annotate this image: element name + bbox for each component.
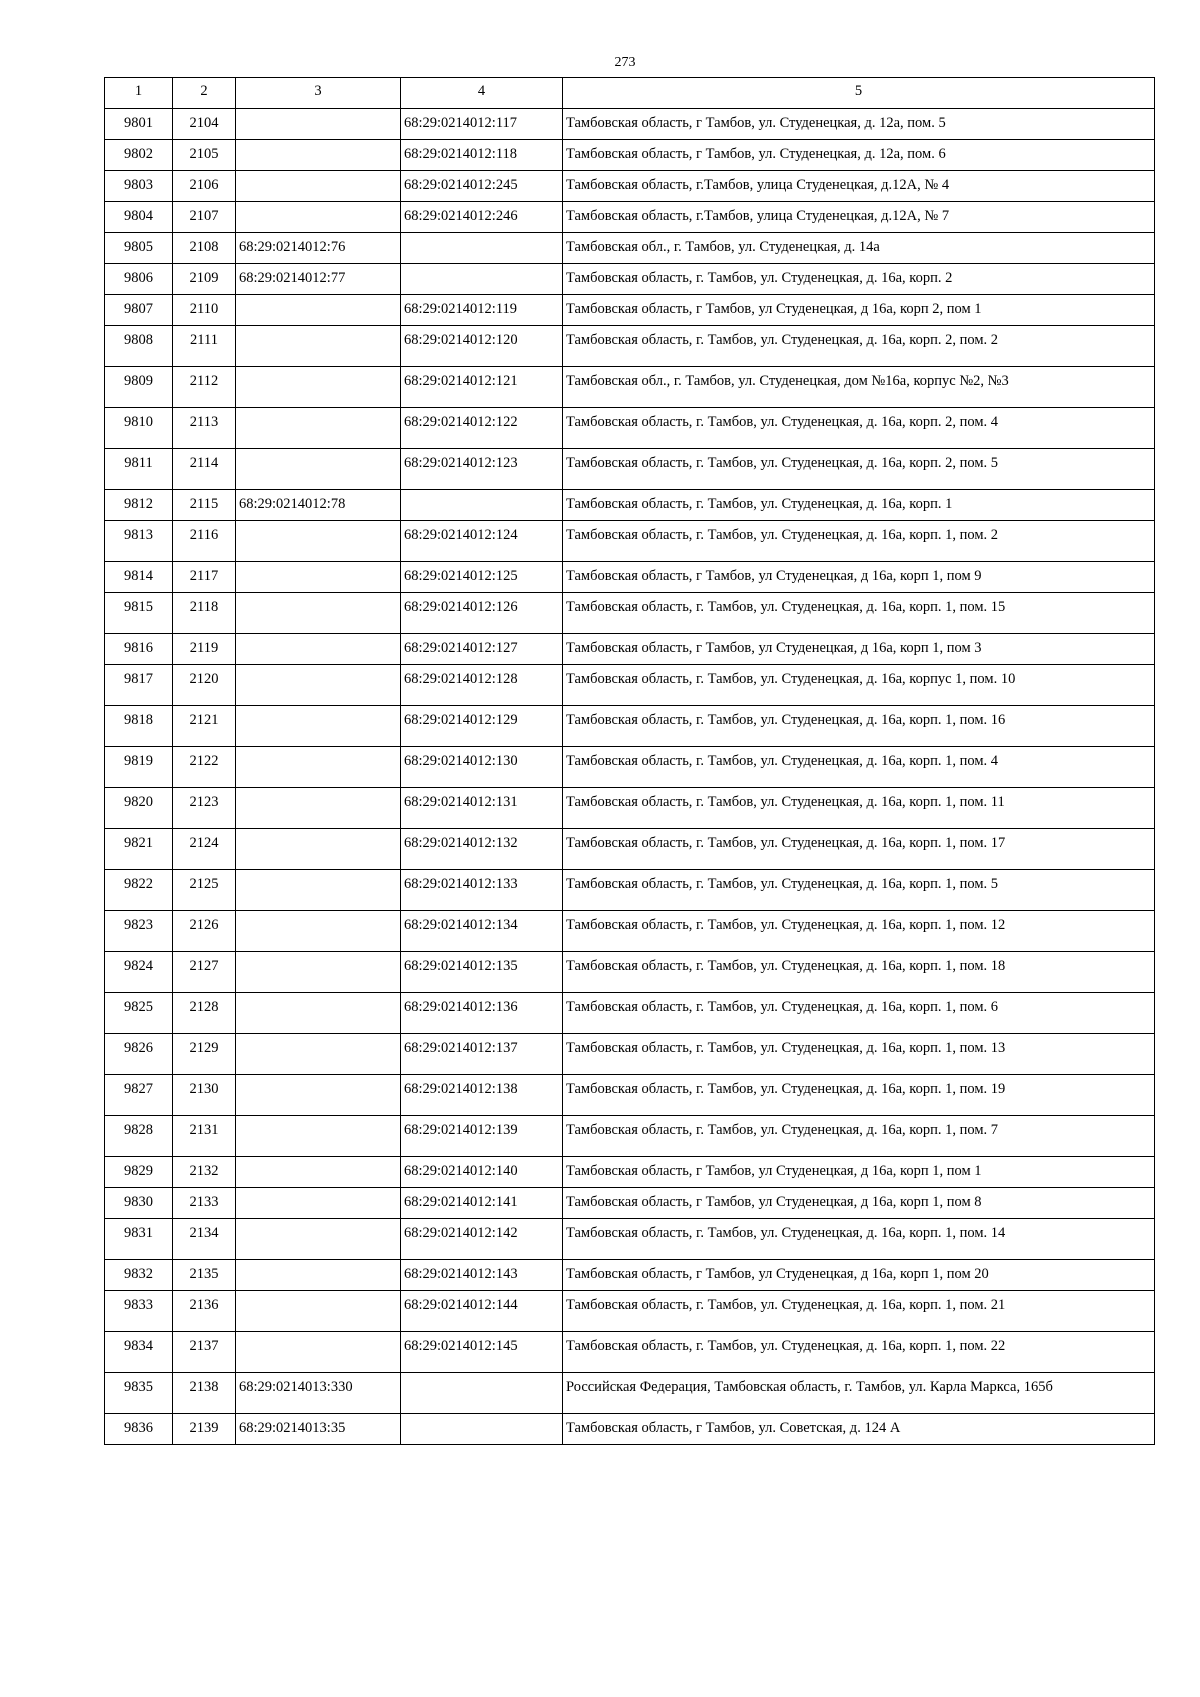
cell-address: Тамбовская область, г. Тамбов, ул. Студенецкая, д. 16а, корп. 2, пом. 4	[563, 408, 1155, 449]
cell-cadastral-premises: 68:29:0214012:132	[401, 829, 563, 870]
cell-cadastral-building	[236, 1157, 401, 1188]
cell-registry-number: 9805	[105, 233, 173, 264]
cell-cadastral-premises: 68:29:0214012:135	[401, 952, 563, 993]
cell-address: Тамбовская область, г. Тамбов, ул. Студенецкая, д. 16а, корп. 1, пом. 12	[563, 911, 1155, 952]
cell-address: Тамбовская область, г.Тамбов, улица Студенецкая, д.12А, № 4	[563, 171, 1155, 202]
cell-item-number: 2105	[173, 140, 236, 171]
table-row	[105, 233, 1155, 264]
cell-address: Российская Федерация, Тамбовская область, г. Тамбов, ул. Карла Маркса, 165б	[563, 1373, 1155, 1414]
cell-cadastral-premises: 68:29:0214012:142	[401, 1219, 563, 1260]
cell-address: Тамбовская область, г. Тамбов, ул. Студенецкая, д. 16а, корп. 1, пом. 16	[563, 706, 1155, 747]
cell-cadastral-building	[236, 747, 401, 788]
cell-item-number: 2129	[173, 1034, 236, 1075]
page-number: 273	[614, 55, 636, 70]
cell-cadastral-building	[236, 593, 401, 634]
cell-registry-number: 9821	[105, 829, 173, 870]
cell-registry-number: 9801	[105, 109, 173, 140]
cell-registry-number: 9812	[105, 490, 173, 521]
cell-address: Тамбовская область, г. Тамбов, ул. Студенецкая, д. 16а, корп. 1, пом. 5	[563, 870, 1155, 911]
registry-table	[104, 77, 1155, 1445]
table-row	[105, 829, 1155, 870]
cell-item-number: 2139	[173, 1414, 236, 1445]
cell-address: Тамбовская область, г Тамбов, ул Студенецкая, д 16а, корп 2, пом 1	[563, 295, 1155, 326]
cell-registry-number: 9824	[105, 952, 173, 993]
cell-item-number: 2124	[173, 829, 236, 870]
cell-cadastral-premises: 68:29:0214012:126	[401, 593, 563, 634]
cell-address: Тамбовская область, г. Тамбов, ул. Студенецкая, д. 16а, корп. 1, пом. 21	[563, 1291, 1155, 1332]
cell-address: Тамбовская область, г Тамбов, ул. Студенецкая, д. 12а, пом. 6	[563, 140, 1155, 171]
cell-registry-number: 9808	[105, 326, 173, 367]
cell-cadastral-building	[236, 140, 401, 171]
table-row	[105, 1219, 1155, 1260]
cell-item-number: 2120	[173, 665, 236, 706]
cell-address: Тамбовская область, г. Тамбов, ул. Студенецкая, д. 16а, корп. 1, пом. 19	[563, 1075, 1155, 1116]
cell-address: Тамбовская область, г. Тамбов, ул. Студенецкая, д. 16а, корп. 1, пом. 6	[563, 993, 1155, 1034]
cell-cadastral-building	[236, 449, 401, 490]
cell-cadastral-building: 68:29:0214012:76	[236, 233, 401, 264]
cell-address: Тамбовская область, г Тамбов, ул Студенецкая, д 16а, корп 1, пом 8	[563, 1188, 1155, 1219]
cell-address: Тамбовская область, г.Тамбов, улица Студенецкая, д.12А, № 7	[563, 202, 1155, 233]
cell-cadastral-premises: 68:29:0214012:120	[401, 326, 563, 367]
cell-cadastral-building	[236, 171, 401, 202]
cell-address: Тамбовская область, г Тамбов, ул Студенецкая, д 16а, корп 1, пом 1	[563, 1157, 1155, 1188]
table-row	[105, 952, 1155, 993]
cell-registry-number: 9831	[105, 1219, 173, 1260]
cell-address: Тамбовская область, г. Тамбов, ул. Студенецкая, д. 16а, корп. 1	[563, 490, 1155, 521]
cell-item-number: 2132	[173, 1157, 236, 1188]
table-header	[105, 78, 1155, 109]
cell-cadastral-building: 68:29:0214012:78	[236, 490, 401, 521]
cell-item-number: 2107	[173, 202, 236, 233]
column-header: 3	[236, 78, 401, 109]
cell-cadastral-building	[236, 408, 401, 449]
table-row	[105, 593, 1155, 634]
cell-item-number: 2128	[173, 993, 236, 1034]
cell-address: Тамбовская область, г. Тамбов, ул. Студенецкая, д. 16а, корп. 2	[563, 264, 1155, 295]
table-row	[105, 1116, 1155, 1157]
cell-cadastral-building	[236, 870, 401, 911]
table-row	[105, 1034, 1155, 1075]
cell-cadastral-premises: 68:29:0214012:124	[401, 521, 563, 562]
table-row	[105, 1291, 1155, 1332]
cell-registry-number: 9802	[105, 140, 173, 171]
cell-cadastral-building	[236, 202, 401, 233]
cell-registry-number: 9828	[105, 1116, 173, 1157]
cell-address: Тамбовская область, г. Тамбов, ул. Студенецкая, д. 16а, корп. 1, пом. 13	[563, 1034, 1155, 1075]
cell-registry-number: 9822	[105, 870, 173, 911]
cell-cadastral-building	[236, 993, 401, 1034]
cell-registry-number: 9836	[105, 1414, 173, 1445]
cell-item-number: 2114	[173, 449, 236, 490]
table-row	[105, 408, 1155, 449]
cell-registry-number: 9813	[105, 521, 173, 562]
cell-address: Тамбовская область, г Тамбов, ул Студенецкая, д 16а, корп 1, пом 3	[563, 634, 1155, 665]
column-header: 4	[401, 78, 563, 109]
cell-registry-number: 9835	[105, 1373, 173, 1414]
cell-cadastral-premises: 68:29:0214012:143	[401, 1260, 563, 1291]
cell-cadastral-building	[236, 1260, 401, 1291]
cell-registry-number: 9811	[105, 449, 173, 490]
table-row	[105, 109, 1155, 140]
cell-registry-number: 9827	[105, 1075, 173, 1116]
cell-item-number: 2111	[173, 326, 236, 367]
table-row	[105, 202, 1155, 233]
cell-cadastral-premises: 68:29:0214012:128	[401, 665, 563, 706]
cell-address: Тамбовская область, г. Тамбов, ул. Студенецкая, д. 16а, корпус 1, пом. 10	[563, 665, 1155, 706]
table-row	[105, 911, 1155, 952]
cell-cadastral-building	[236, 829, 401, 870]
cell-registry-number: 9830	[105, 1188, 173, 1219]
cell-cadastral-premises: 68:29:0214012:131	[401, 788, 563, 829]
cell-cadastral-premises	[401, 1373, 563, 1414]
cell-cadastral-premises: 68:29:0214012:144	[401, 1291, 563, 1332]
cell-cadastral-premises	[401, 490, 563, 521]
cell-cadastral-premises: 68:29:0214012:119	[401, 295, 563, 326]
table-row	[105, 490, 1155, 521]
table-row	[105, 1373, 1155, 1414]
cell-registry-number: 9804	[105, 202, 173, 233]
cell-cadastral-building	[236, 634, 401, 665]
cell-address: Тамбовская область, г. Тамбов, ул. Студенецкая, д. 16а, корп. 1, пом. 18	[563, 952, 1155, 993]
cell-registry-number: 9807	[105, 295, 173, 326]
cell-item-number: 2113	[173, 408, 236, 449]
cell-cadastral-building	[236, 1116, 401, 1157]
cell-registry-number: 9818	[105, 706, 173, 747]
cell-cadastral-premises: 68:29:0214012:127	[401, 634, 563, 665]
cell-cadastral-building	[236, 1034, 401, 1075]
table-row	[105, 1075, 1155, 1116]
cell-address: Тамбовская обл., г. Тамбов, ул. Студенецкая, дом №16а, корпус №2, №3	[563, 367, 1155, 408]
cell-cadastral-premises: 68:29:0214012:133	[401, 870, 563, 911]
cell-item-number: 2136	[173, 1291, 236, 1332]
cell-cadastral-building	[236, 788, 401, 829]
cell-item-number: 2138	[173, 1373, 236, 1414]
cell-cadastral-premises: 68:29:0214012:246	[401, 202, 563, 233]
cell-registry-number: 9826	[105, 1034, 173, 1075]
cell-cadastral-building	[236, 1188, 401, 1219]
cell-cadastral-building	[236, 706, 401, 747]
column-header: 1	[105, 78, 173, 109]
column-header: 2	[173, 78, 236, 109]
cell-registry-number: 9825	[105, 993, 173, 1034]
cell-registry-number: 9817	[105, 665, 173, 706]
cell-cadastral-building	[236, 521, 401, 562]
table-row	[105, 326, 1155, 367]
cell-item-number: 2116	[173, 521, 236, 562]
cell-registry-number: 9823	[105, 911, 173, 952]
cell-cadastral-premises: 68:29:0214012:140	[401, 1157, 563, 1188]
table-body	[105, 109, 1155, 1445]
cell-cadastral-premises: 68:29:0214012:121	[401, 367, 563, 408]
cell-registry-number: 9819	[105, 747, 173, 788]
cell-registry-number: 9814	[105, 562, 173, 593]
cell-cadastral-premises: 68:29:0214012:136	[401, 993, 563, 1034]
table-row	[105, 1260, 1155, 1291]
table-row	[105, 140, 1155, 171]
cell-item-number: 2133	[173, 1188, 236, 1219]
cell-registry-number: 9815	[105, 593, 173, 634]
cell-address: Тамбовская область, г. Тамбов, ул. Студенецкая, д. 16а, корп. 1, пом. 15	[563, 593, 1155, 634]
cell-cadastral-building	[236, 1219, 401, 1260]
cell-item-number: 2104	[173, 109, 236, 140]
cell-item-number: 2126	[173, 911, 236, 952]
cell-address: Тамбовская область, г Тамбов, ул Студенецкая, д 16а, корп 1, пом 20	[563, 1260, 1155, 1291]
cell-item-number: 2121	[173, 706, 236, 747]
cell-item-number: 2135	[173, 1260, 236, 1291]
table-row	[105, 634, 1155, 665]
cell-item-number: 2127	[173, 952, 236, 993]
table-row	[105, 521, 1155, 562]
table-row	[105, 788, 1155, 829]
cell-cadastral-building: 68:29:0214013:35	[236, 1414, 401, 1445]
cell-cadastral-premises: 68:29:0214012:117	[401, 109, 563, 140]
cell-registry-number: 9806	[105, 264, 173, 295]
cell-cadastral-premises: 68:29:0214012:122	[401, 408, 563, 449]
cell-registry-number: 9803	[105, 171, 173, 202]
table-row	[105, 367, 1155, 408]
cell-cadastral-premises: 68:29:0214012:145	[401, 1332, 563, 1373]
cell-cadastral-building	[236, 367, 401, 408]
cell-registry-number: 9834	[105, 1332, 173, 1373]
cell-cadastral-building	[236, 326, 401, 367]
table-row	[105, 706, 1155, 747]
cell-item-number: 2134	[173, 1219, 236, 1260]
cell-cadastral-premises: 68:29:0214012:134	[401, 911, 563, 952]
column-header: 5	[563, 78, 1155, 109]
cell-address: Тамбовская область, г. Тамбов, ул. Студенецкая, д. 16а, корп. 2, пом. 5	[563, 449, 1155, 490]
table-row	[105, 295, 1155, 326]
cell-registry-number: 9829	[105, 1157, 173, 1188]
cell-item-number: 2112	[173, 367, 236, 408]
table-row	[105, 870, 1155, 911]
cell-cadastral-premises: 68:29:0214012:118	[401, 140, 563, 171]
cell-item-number: 2117	[173, 562, 236, 593]
cell-item-number: 2131	[173, 1116, 236, 1157]
cell-cadastral-premises	[401, 264, 563, 295]
table-row	[105, 665, 1155, 706]
cell-cadastral-premises: 68:29:0214012:125	[401, 562, 563, 593]
table-row	[105, 993, 1155, 1034]
cell-item-number: 2118	[173, 593, 236, 634]
cell-address: Тамбовская область, г Тамбов, ул. Студенецкая, д. 12а, пом. 5	[563, 109, 1155, 140]
cell-address: Тамбовская область, г. Тамбов, ул. Студенецкая, д. 16а, корп. 1, пом. 7	[563, 1116, 1155, 1157]
cell-cadastral-building	[236, 1075, 401, 1116]
table-row	[105, 1414, 1155, 1445]
cell-address: Тамбовская область, г. Тамбов, ул. Студенецкая, д. 16а, корп. 1, пом. 17	[563, 829, 1155, 870]
cell-item-number: 2125	[173, 870, 236, 911]
cell-item-number: 2123	[173, 788, 236, 829]
cell-cadastral-building	[236, 562, 401, 593]
table-row	[105, 171, 1155, 202]
cell-address: Тамбовская область, г. Тамбов, ул. Студенецкая, д. 16а, корп. 1, пом. 14	[563, 1219, 1155, 1260]
cell-address: Тамбовская область, г Тамбов, ул. Советская, д. 124 А	[563, 1414, 1155, 1445]
cell-registry-number: 9832	[105, 1260, 173, 1291]
cell-cadastral-premises: 68:29:0214012:137	[401, 1034, 563, 1075]
table-row	[105, 1157, 1155, 1188]
cell-address: Тамбовская область, г. Тамбов, ул. Студенецкая, д. 16а, корп. 1, пом. 4	[563, 747, 1155, 788]
cell-cadastral-building	[236, 952, 401, 993]
cell-cadastral-building	[236, 295, 401, 326]
cell-address: Тамбовская область, г. Тамбов, ул. Студенецкая, д. 16а, корп. 2, пом. 2	[563, 326, 1155, 367]
cell-cadastral-building	[236, 1332, 401, 1373]
cell-item-number: 2108	[173, 233, 236, 264]
table-row	[105, 1188, 1155, 1219]
cell-cadastral-premises: 68:29:0214012:245	[401, 171, 563, 202]
cell-registry-number: 9810	[105, 408, 173, 449]
cell-item-number: 2106	[173, 171, 236, 202]
cell-item-number: 2110	[173, 295, 236, 326]
table-row	[105, 264, 1155, 295]
cell-address: Тамбовская область, г Тамбов, ул Студенецкая, д 16а, корп 1, пом 9	[563, 562, 1155, 593]
cell-address: Тамбовская область, г. Тамбов, ул. Студенецкая, д. 16а, корп. 1, пом. 11	[563, 788, 1155, 829]
cell-registry-number: 9809	[105, 367, 173, 408]
cell-item-number: 2119	[173, 634, 236, 665]
cell-cadastral-premises	[401, 1414, 563, 1445]
cell-address: Тамбовская область, г. Тамбов, ул. Студенецкая, д. 16а, корп. 1, пом. 2	[563, 521, 1155, 562]
cell-cadastral-premises	[401, 233, 563, 264]
table-row	[105, 747, 1155, 788]
cell-item-number: 2130	[173, 1075, 236, 1116]
cell-item-number: 2109	[173, 264, 236, 295]
cell-cadastral-building: 68:29:0214013:330	[236, 1373, 401, 1414]
cell-registry-number: 9820	[105, 788, 173, 829]
cell-item-number: 2122	[173, 747, 236, 788]
cell-cadastral-premises: 68:29:0214012:141	[401, 1188, 563, 1219]
table-row	[105, 1332, 1155, 1373]
cell-item-number: 2115	[173, 490, 236, 521]
table-row	[105, 449, 1155, 490]
cell-item-number: 2137	[173, 1332, 236, 1373]
cell-cadastral-premises: 68:29:0214012:123	[401, 449, 563, 490]
cell-cadastral-building	[236, 665, 401, 706]
cell-registry-number: 9816	[105, 634, 173, 665]
cell-registry-number: 9833	[105, 1291, 173, 1332]
header-row	[105, 78, 1155, 109]
cell-cadastral-premises: 68:29:0214012:129	[401, 706, 563, 747]
cell-cadastral-premises: 68:29:0214012:138	[401, 1075, 563, 1116]
cell-cadastral-building	[236, 911, 401, 952]
cell-cadastral-premises: 68:29:0214012:139	[401, 1116, 563, 1157]
cell-cadastral-building	[236, 1291, 401, 1332]
cell-cadastral-building: 68:29:0214012:77	[236, 264, 401, 295]
table-row	[105, 562, 1155, 593]
cell-address: Тамбовская область, г. Тамбов, ул. Студенецкая, д. 16а, корп. 1, пом. 22	[563, 1332, 1155, 1373]
cell-address: Тамбовская обл., г. Тамбов, ул. Студенецкая, д. 14а	[563, 233, 1155, 264]
cell-cadastral-building	[236, 109, 401, 140]
cell-cadastral-premises: 68:29:0214012:130	[401, 747, 563, 788]
